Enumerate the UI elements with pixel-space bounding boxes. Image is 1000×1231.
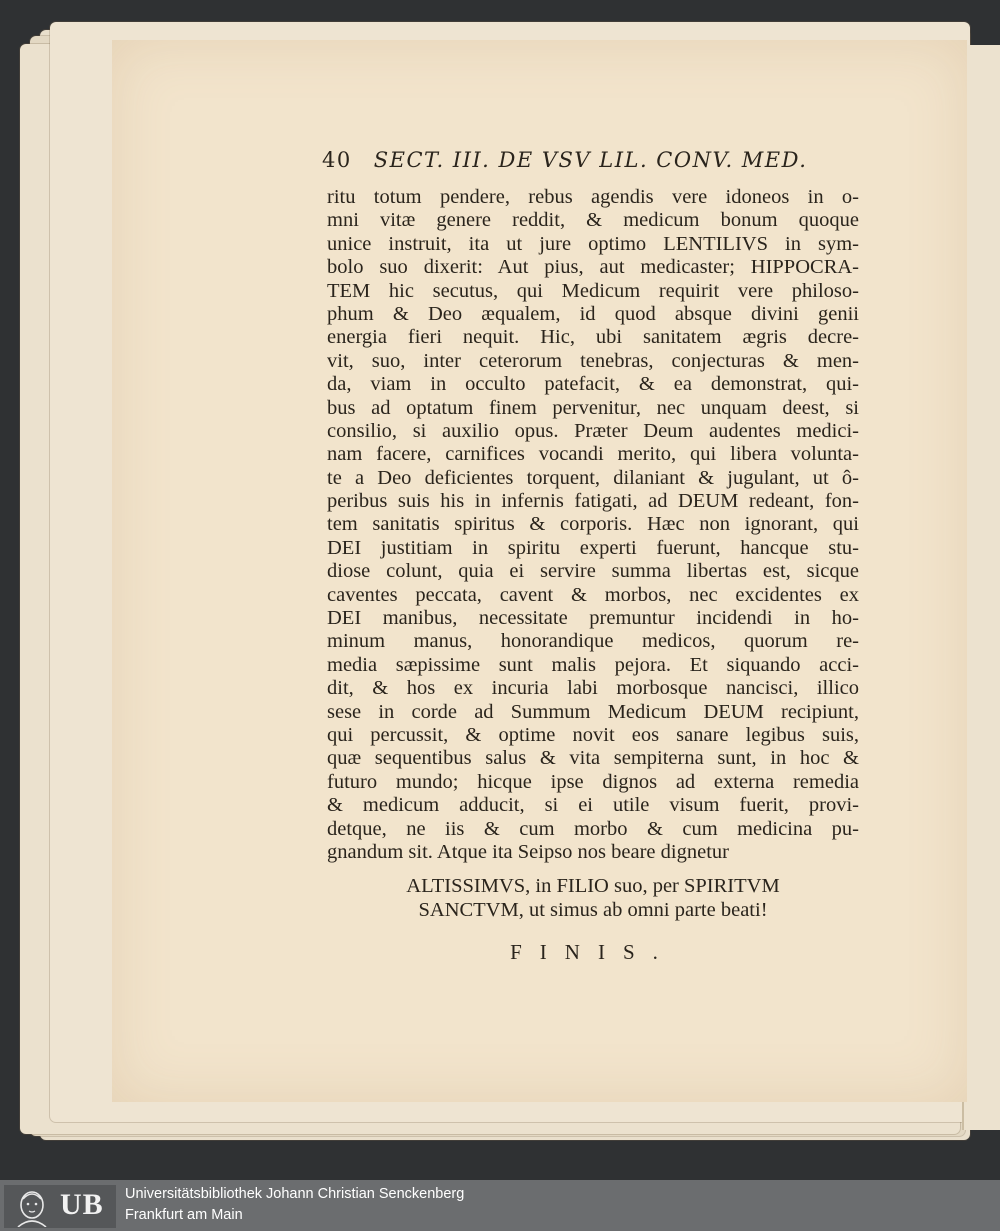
text-line: nam facere, carnifices vocandi merito, qui libera volunta- [327,443,859,466]
text-line: dit, & hos ex incuria labi morbosque nancisci, illico [327,677,859,700]
text-line: diose colunt, quia ei servire summa libertas est, sicque [327,560,859,583]
text-line: TEM hic secutus, qui Medicum requirit vere philoso- [327,279,859,302]
text-line: peribus suis his in infernis fatigati, ad DEUM redeant, fon- [327,490,859,513]
text-line: minum manus, honorandique medicos, quorum re- [327,630,859,653]
running-header [322,148,842,172]
text-line: da, viam in occulto patefacit, & ea demonstrat, qui- [327,373,859,396]
text-line: detque, ne iis & cum morbo & cum medicina pu- [327,817,859,840]
text-line: energia fieri nequit. Hic, ubi sanitatem ægris decre- [327,326,859,349]
text-line: DEI justitiam in spiritu experti fuerunt, hancque stu- [327,536,859,559]
text-line: bolo suo dixerit: Aut pius, aut medicaster; HIPPOCRA- [327,256,859,279]
text-line: bus ad optatum finem pervenitur, nec unquam deest, si [327,396,859,419]
text-line: futuro mundo; hicque ipse dignos ad externa remedia [327,770,859,793]
text-line: vit, suo, inter ceterorum tenebras, conjecturas & men- [327,349,859,372]
text-line: DEI manibus, necessitate premuntur incidendi in ho- [327,607,859,630]
facing-page-edge [962,45,1000,1130]
institution-city: Frankfurt am Main [125,1207,243,1223]
closing-line: ALTISSIMVS, in FILIO suo, per SPIRITVM [406,875,780,897]
text-line: phum & Deo æqualem, id quod absque divini genii [327,302,859,325]
text-line: media sæpissime sunt malis pejora. Et siquando acci- [327,653,859,676]
text-line: sese in corde ad Summum Medicum DEUM recipiunt, [327,700,859,723]
closing-line: SANCTVM, ut simus ab omni parte beati! [418,899,768,921]
text-line: qui percussit, & optime novit eos sanare legibus suis, [327,723,859,746]
text-line: te a Deo deficientes torquent, dilaniant & jugulant, ut ô- [327,466,859,489]
text-line: tem sanitatis spiritus & corporis. Hæc non ignorant, qui [327,513,859,536]
text-line: quæ sequentibus salus & vita sempiterna sunt, in hoc & [327,747,859,770]
body-text [327,186,859,864]
text-line: mni vitæ genere reddit, & medicum bonum quoque [327,209,859,232]
running-title: SECT. III. DE VSV LIL. CONV. MED. [373,148,808,172]
text-line: ritu totum pendere, rebus agendis vere idoneos in o- [327,186,859,208]
portrait-icon [10,1187,54,1227]
text-line: unice instruit, ita ut jure optimo LENTILIVS in sym- [327,232,859,255]
text-line: & medicum adducit, si ei utile visum fuerit, provi- [327,794,859,817]
text-line: caventes peccata, cavent & morbos, nec excidentes ex [327,583,859,606]
text-line: consilio, si auxilio opus. Præter Deum audentes medici- [327,419,859,442]
text-line: gnandum sit. Atque ita Seipso nos beare dignetur [327,840,729,863]
logo-text: UB [60,1188,104,1221]
page-number: 40 [322,148,352,172]
finis-mark: FINIS. [510,940,676,964]
closing-lines [327,874,859,922]
institution-name[interactable]: Universitätsbibliothek Johann Christian Senckenberg [125,1186,465,1202]
